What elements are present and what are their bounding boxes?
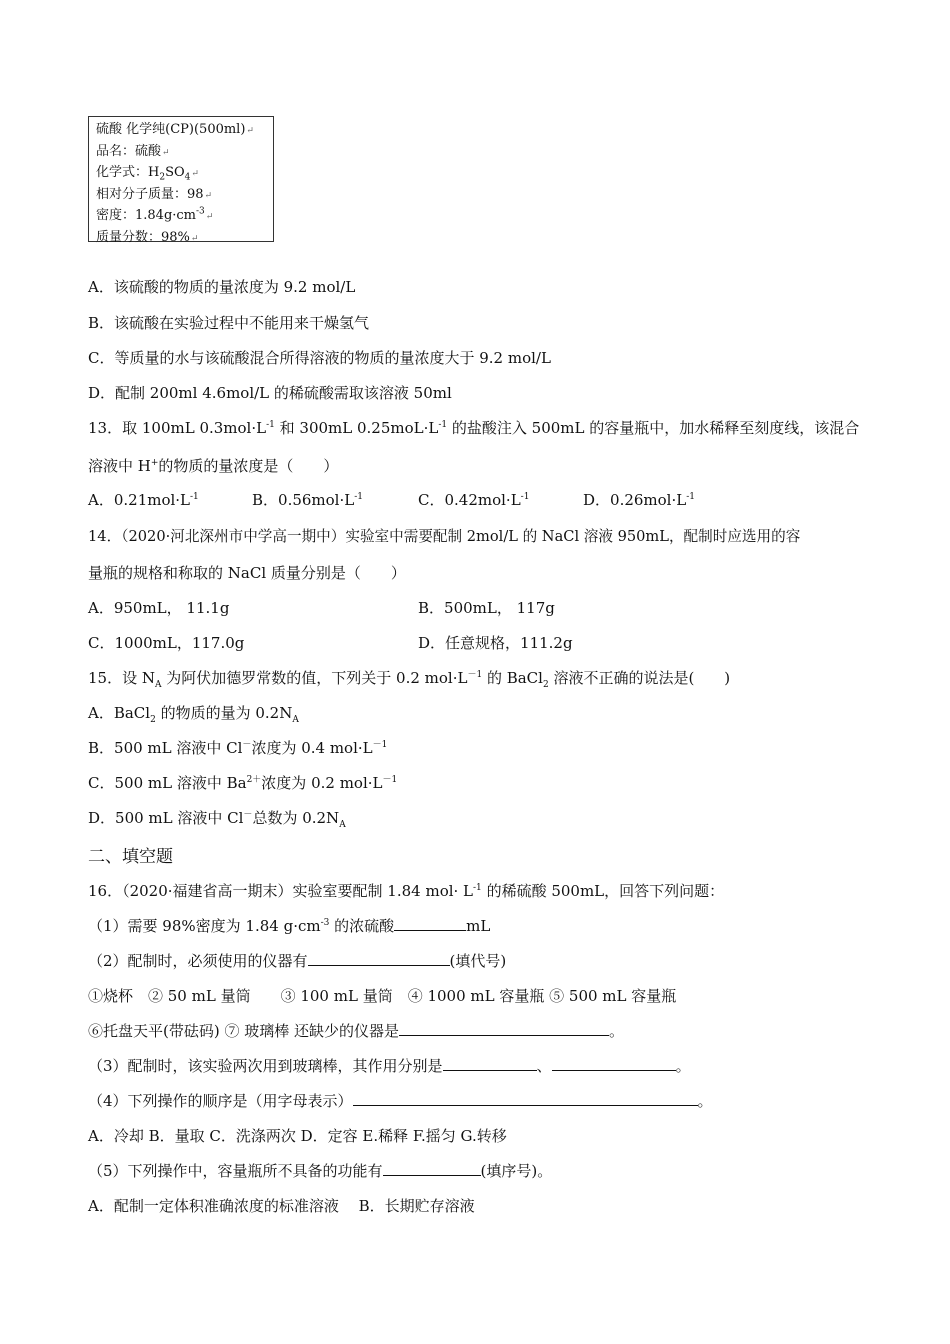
q15-sub: A [292, 715, 299, 725]
q15-option-a [88, 702, 299, 723]
q14-option-a: A．950mL， 11.1g [88, 599, 230, 617]
q13-stem-part: 和 300mL 0.25moL·L [274, 419, 439, 437]
q13-option-text: D．0.26mol·L [583, 491, 687, 509]
label-density-sup: -3 [196, 206, 205, 217]
q15-option-c [88, 772, 397, 793]
q16-stem [88, 880, 724, 901]
label-title-row [96, 120, 266, 142]
q15-option-b [88, 737, 387, 758]
answer-blank[interactable] [308, 951, 450, 966]
q16-part2-line2 [88, 1020, 624, 1041]
q13-option-d [583, 489, 695, 510]
q13-stem-line2 [88, 455, 338, 476]
return-mark-icon: ↵ [205, 212, 214, 222]
return-mark-icon: ↵ [190, 233, 199, 244]
label-formula-h-sub: 2 [159, 172, 166, 183]
label-mass-fraction: 质量分数：98% [96, 229, 190, 245]
q15-sub: A [339, 820, 346, 830]
label-formula-so: SO [165, 165, 185, 180]
label-title: 硫酸 化学纯(CP)(500ml) [96, 122, 246, 137]
q14-stem-line2: 量瓶的规格和称取的 NaCl 质量分别是（ ） [88, 564, 406, 582]
q15-sub: 2 [542, 680, 549, 690]
label-name: 品名：硫酸 [96, 143, 162, 159]
q13-option-sup: -1 [190, 492, 199, 502]
q16-part-text: mL [466, 917, 491, 935]
q16-part-text: (填序号)。 [480, 1162, 553, 1180]
q13-option-c [418, 489, 529, 510]
q16-part-text: ⑥托盘天平(带砝码) ⑦ 玻璃棒 还缺少的仪器是 [88, 1022, 400, 1040]
q16-sup: -3 [320, 918, 330, 928]
q15-option-part: 的物质的量为 0.2N [155, 704, 293, 722]
answer-blank[interactable] [443, 1056, 537, 1071]
q12-option-d: D．配制 200ml 4.6mol/L 的稀硫酸需取该溶液 50ml [88, 384, 452, 402]
q15-stem-part: 溶液不正确的说法是( ) [548, 669, 731, 687]
q16-part-text: 的浓硫酸 [329, 917, 395, 935]
q15-sup: － [242, 740, 252, 750]
answer-blank[interactable] [394, 916, 466, 931]
q16-part5 [88, 1160, 552, 1181]
q12-option-c: C．等质量的水与该硫酸混合所得溶液的物质的量浓度大于 9.2 mol/L [88, 349, 551, 367]
q16-part2-options: ①烧杯 ② 50 mL 量筒 ③ 100 mL 量筒 ④ 1000 mL 容量瓶 ⑤ 500 mL 容量瓶 [88, 987, 677, 1005]
q12-option-b: B．该硫酸在实验过程中不能用来干燥氢气 [88, 314, 370, 332]
q13-stem-part: 溶液中 H [88, 457, 151, 475]
answer-blank[interactable] [399, 1021, 609, 1036]
q16-part4-options: A．冷却 B．量取 C．洗涤两次 D．定容 E.稀释 F.摇匀 G.转移 [88, 1127, 507, 1145]
label-mass-fraction-row [96, 228, 266, 250]
answer-blank[interactable] [353, 1091, 698, 1106]
q16-part5-options: A．配制一定体积准确浓度的标准溶液 B．长期贮存溶液 [88, 1197, 475, 1215]
q16-part-text: （4）下列操作的顺序是（用字母表示） [88, 1092, 353, 1110]
label-formula-prefix: 化学式： [96, 165, 149, 180]
q16-part-text: 。 [675, 1057, 691, 1075]
q13-option-sup: -1 [520, 492, 530, 502]
label-formula-row [96, 163, 266, 185]
q13-stem-part: 的盐酸注入 500mL 的容量瓶中，加水稀释至刻度线，该混合 [447, 419, 860, 437]
q16-part-text: （1）需要 98%密度为 1.84 g·cm [88, 917, 321, 935]
q16-part-text: （5）下列操作中，容量瓶所不具备的功能有 [88, 1162, 383, 1180]
q15-sup: －1 [372, 740, 388, 750]
q15-option-part: 总数为 0.2N [252, 809, 340, 827]
q15-option-part: B．500 mL 溶液中 Cl [88, 739, 243, 757]
q13-sup: + [150, 458, 159, 468]
return-mark-icon: ↵ [246, 126, 254, 136]
q13-stem-line1 [88, 417, 859, 438]
return-mark-icon: ↵ [204, 190, 213, 201]
q16-part2 [88, 950, 506, 971]
q15-sup: 2＋ [246, 775, 262, 785]
q15-option-d [88, 807, 346, 828]
q14-stem-line1: 14．（2020·河北深州市中学高一期中）实验室中需要配制 2mol/L 的 NaCl 溶液 950mL，配制时应选用的容 [88, 528, 801, 545]
q16-part-text: 、 [536, 1057, 552, 1075]
answer-blank[interactable] [552, 1056, 676, 1071]
label-name-row [96, 142, 266, 164]
reagent-label-box [88, 116, 274, 245]
section-heading: 二、填空题 [88, 847, 173, 867]
q15-stem [88, 667, 730, 688]
label-formula-h: H [148, 165, 160, 180]
q13-option-b [252, 489, 363, 510]
label-density-row [96, 206, 266, 228]
q15-sup: － [243, 810, 253, 820]
q16-part-text: (填代号) [449, 952, 507, 970]
q13-option-sup: -1 [354, 492, 363, 502]
q14-option-c: C．1000mL，117.0g [88, 634, 245, 652]
q16-part3 [88, 1055, 691, 1076]
q15-option-part: 浓度为 0.4 mol·L [251, 739, 373, 757]
return-mark-icon: ↵ [191, 169, 199, 179]
q15-option-part: D．500 mL 溶液中 Cl [88, 809, 244, 827]
label-molar-mass-row [96, 185, 266, 207]
q13-option-sup: -1 [686, 492, 695, 502]
q14-option-b: B．500mL， 117g [418, 599, 555, 617]
label-molar-mass: 相对分子质量：98 [96, 186, 204, 202]
q13-sup: -1 [438, 420, 448, 430]
return-mark-icon: ↵ [162, 147, 170, 158]
q15-sub: 2 [150, 715, 156, 725]
q15-option-part: C．500 mL 溶液中 Ba [88, 774, 247, 792]
q16-sup: -1 [473, 883, 482, 893]
q13-sup: -1 [266, 420, 275, 430]
q16-part1 [88, 915, 490, 936]
q16-part-text: （2）配制时，必须使用的仪器有 [88, 952, 308, 970]
q13-stem-part: 的物质的量浓度是（ ） [158, 457, 339, 475]
q16-stem-part: 16．（2020·福建省高一期末）实验室要配制 1.84 mol· L [88, 882, 474, 900]
q15-stem-part: 为阿伏加德罗常数的值，下列关于 0.2 mol·L [161, 669, 468, 687]
q15-sup: －1 [382, 775, 398, 785]
q16-part-text: （3）配制时，该实验两次用到玻璃棒，其作用分别是 [88, 1057, 443, 1075]
q16-part4 [88, 1090, 713, 1111]
q15-stem-part: 15．设 N [88, 669, 155, 687]
q16-part-text: 。 [609, 1022, 625, 1040]
q13-option-text: A．0.21mol·L [88, 491, 191, 509]
q13-option-text: C．0.42mol·L [418, 491, 521, 509]
q14-option-d: D．任意规格，111.2g [418, 634, 573, 652]
q12-option-a: A．该硫酸的物质的量浓度为 9.2 mol/L [88, 278, 356, 296]
q15-sub: A [154, 680, 162, 690]
q16-stem-part: 的稀硫酸 500mL，回答下列问题： [481, 882, 725, 900]
q13-option-text: B．0.56mol·L [252, 491, 355, 509]
label-formula-so-sub: 4 [184, 172, 191, 183]
q13-stem-part: 13．取 100mL 0.3mol·L [88, 419, 267, 437]
q15-sup: －1 [467, 670, 483, 680]
q15-stem-part: 的 BaCl [482, 669, 543, 687]
answer-blank[interactable] [383, 1161, 481, 1176]
q16-part-text: 。 [697, 1092, 713, 1110]
q15-option-part: 浓度为 0.2 mol·L [261, 774, 383, 792]
label-density: 密度：1.84g·cm [96, 208, 197, 223]
q13-option-a [88, 489, 199, 510]
q15-option-part: A．BaCl [88, 704, 151, 722]
